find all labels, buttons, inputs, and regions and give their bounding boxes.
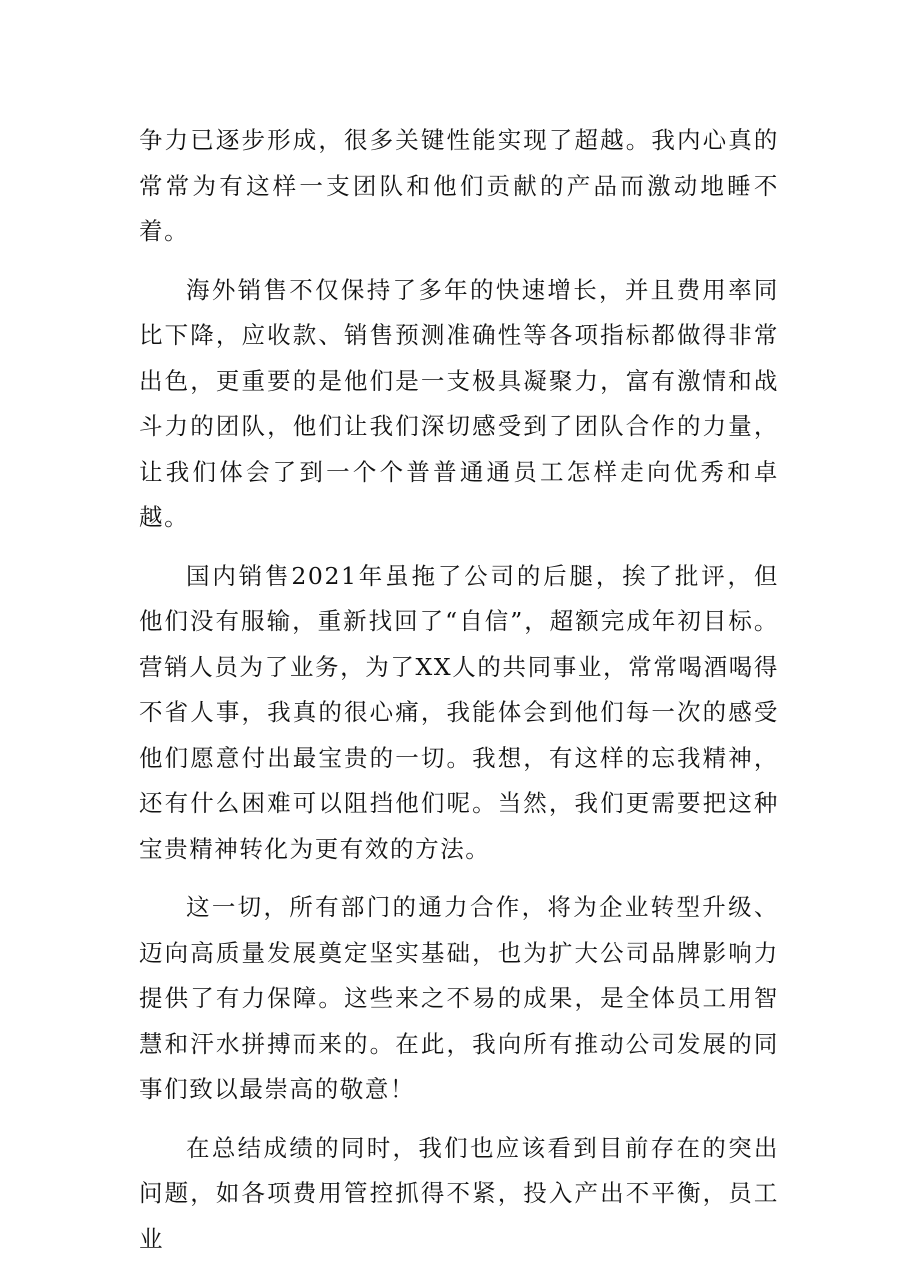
paragraph-4: 这一切，所有部门的通力合作，将为企业转型升级、迈向高质量发展奠定坚实基础，也为扩大公司品牌影响力提供了有力保障。这些来之不易的成果，是全体员工用智慧和汗水拼搏而来的。在此，我向所有推动公司发展的同事们致以最崇高的敬意！ <box>139 893 779 1103</box>
paragraph-1: 争力已逐步形成，很多关键性能实现了超越。我内心真的常常为有这样一支团队和他们贡献的产品而激动地睡不着。 <box>139 126 779 245</box>
document-body <box>139 118 779 1275</box>
paragraph-2: 海外销售不仅保持了多年的快速增长，并且费用率同比下降，应收款、销售预测准确性等各项指标都做得非常出色，更重要的是他们是一支极具凝聚力，富有激情和战斗力的团队，他们让我们深切感受到了团队合作的力量，让我们体会了到一个个普普通通员工怎样走向优秀和卓越。 <box>139 275 779 531</box>
paragraph-5: 在总结成绩的同时，我们也应该看到目前存在的突出问题，如各项费用管控抓得不紧，投入产出不平衡，员工业 <box>139 1133 779 1253</box>
paragraph-3: 国内销售2021年虽拖了公司的后腿，挨了批评，但他们没有服输，重新找回了“自信”，超额完成年初目标。营销人员为了业务，为了XX人的共同事业，常常喝酒喝得不省人事，我真的很心痛，我能体会到他们每一次的感受他们愿意付出最宝贵的一切。我想，有这样的忘我精神，还有什么困难可以阻挡他们呢。当然，我们更需要把这种宝贵精神转化为更有效的方法。 <box>139 561 779 863</box>
